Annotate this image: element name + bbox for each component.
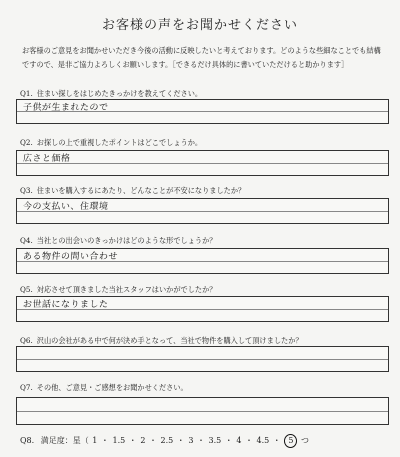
intro-text: お客様のご意見をお聞かせいただき今後の活動に反映したいと考えております。どのような些細なことでも結構ですので、是非ご協力よろしくお願いします。［できるだけ具体的に書いていただけると助かります］ [22, 46, 381, 69]
answer-box-6[interactable] [16, 346, 389, 372]
question-text: 対応させて頂きました当社スタッフはいかがでしたか？ [36, 285, 217, 294]
answer-box-2[interactable] [16, 150, 389, 176]
rating-option[interactable]: 4.5 [256, 436, 270, 445]
question-number: Q1. [20, 89, 33, 98]
question-number: Q7. [20, 383, 33, 392]
answer-box-7[interactable] [16, 397, 389, 425]
question-text: 住まいを購入するにあたり、どんなことが不安になりましたか？ [36, 186, 246, 195]
rating-option[interactable]: 3 [188, 436, 194, 445]
question-4 [20, 236, 216, 246]
answer-text: 広さと価格 [22, 154, 71, 164]
question-2 [20, 138, 202, 148]
answer-text: 子供が生まれたので [22, 103, 109, 113]
question-number: Q2. [20, 138, 33, 147]
question-1 [20, 89, 202, 99]
answer-box-1[interactable] [16, 99, 389, 124]
question-6 [20, 336, 303, 346]
rating-option[interactable]: 4 [236, 436, 242, 445]
answer-text: 今の支払い、住環境 [22, 202, 109, 212]
page-title: お客様の声をお聞かせください [101, 18, 298, 33]
question-text: 住まい探しをはじめたきっかけを教えてください。 [36, 89, 203, 98]
rating-label: 満足度：星（ [40, 436, 89, 445]
answer-box-5[interactable] [16, 296, 389, 322]
answer-line [17, 411, 388, 412]
rating-suffix: つ [301, 436, 309, 445]
rating-option[interactable]: 2 [140, 436, 146, 445]
answer-box-3[interactable] [16, 198, 389, 224]
question-text: お探しの上で重視したポイントはどこでしょうか。 [36, 138, 203, 147]
answer-box-4[interactable] [16, 248, 389, 274]
question-number: Q8. [20, 436, 35, 445]
rating-option[interactable]: 1.5 [112, 436, 126, 445]
answer-line [17, 163, 388, 164]
question-text: 沢山の会社がある中で何が決め手となって、当社で物件を購入して頂けましたか？ [36, 336, 303, 345]
question-number: Q5. [20, 285, 33, 294]
question-5 [20, 285, 216, 295]
rating-row: Q8. 満足度：星（ 1 ・ 1.5 ・ 2 ・ 2.5 ・ 3 ・ 3.5 ・ 4 ・ 4.5 ・ 5 つ [20, 434, 309, 448]
question-number: Q6. [20, 336, 33, 345]
rating-option[interactable]: 3.5 [208, 436, 222, 445]
question-3 [20, 186, 245, 196]
rating-option-selected[interactable]: 5 [284, 434, 297, 448]
rating-option[interactable]: 2.5 [160, 436, 174, 445]
answer-line [17, 359, 388, 360]
question-number: Q3. [20, 186, 33, 195]
question-text: その他、ご意見・ご感想をお聞かせください。 [36, 383, 188, 392]
answer-text: ある物件の問い合わせ [22, 252, 119, 262]
question-text: 当社との出会いのきっかけはどのような形でしょうか？ [36, 236, 217, 245]
answer-text: お世話になりました [22, 300, 109, 310]
rating-option[interactable]: 1 [92, 436, 98, 445]
question-7 [20, 383, 188, 393]
question-number: Q4. [20, 236, 33, 245]
